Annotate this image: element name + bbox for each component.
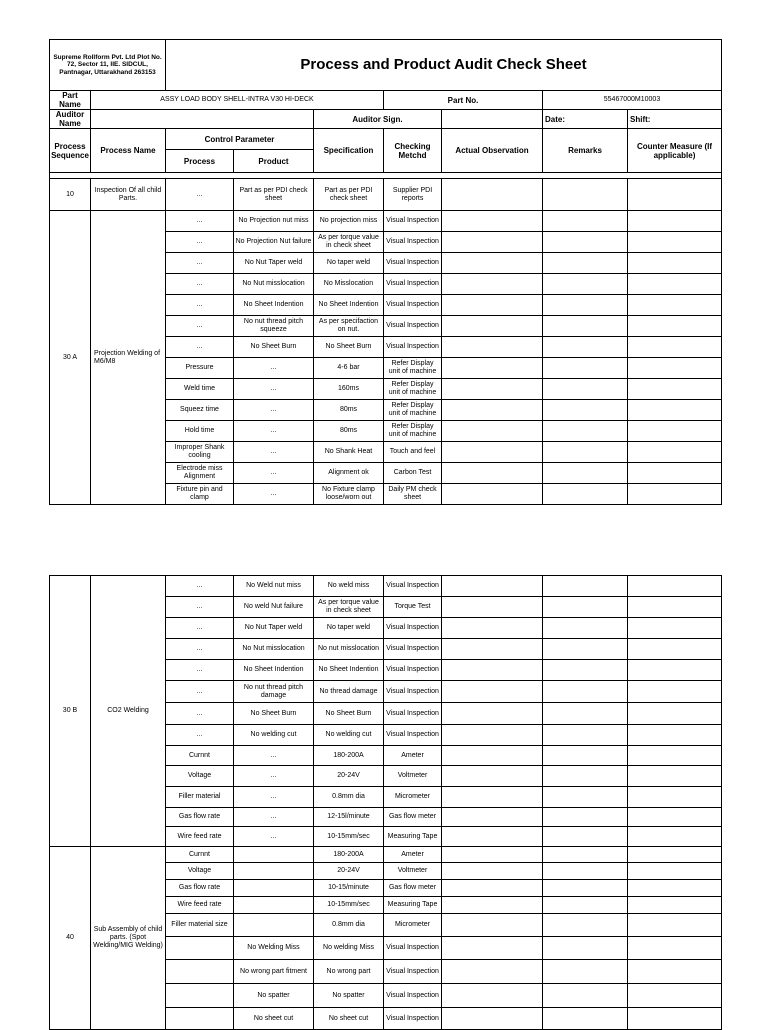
cell-specification: No weld miss [314, 576, 384, 597]
cell-checking-method: Visual Inspection [384, 274, 442, 295]
cell-product: No Nut Taper weld [234, 618, 314, 639]
cell-specification: Alignment ok [314, 463, 384, 484]
cell-process: ... [166, 703, 234, 725]
remarks-field[interactable] [543, 808, 628, 827]
cell-process: Gas flow rate [166, 808, 234, 827]
actual-observation-field[interactable] [442, 787, 543, 808]
cell-checking-method: Visual Inspection [384, 937, 442, 960]
cell-product: ... [234, 787, 314, 808]
cell-checking-method: Measuring Tape [384, 827, 442, 847]
table-row [50, 211, 722, 232]
actual-observation-field[interactable] [442, 766, 543, 787]
counter-measure-field[interactable] [628, 787, 722, 808]
counter-measure-field[interactable] [628, 253, 722, 274]
cell-specification: 10-15mm/sec [314, 897, 384, 914]
cell-checking-method: Visual Inspection [384, 232, 442, 253]
cell-product: ... [234, 400, 314, 421]
counter-measure-field[interactable] [628, 463, 722, 484]
cell-specification: 0.8mm dia [314, 914, 384, 937]
cell-checking-method: Visual Inspection [384, 639, 442, 660]
table-row [50, 576, 722, 597]
remarks-field[interactable] [543, 660, 628, 681]
cell-checking-method: Visual Inspection [384, 984, 442, 1008]
col-process-name: Process Name [91, 129, 166, 173]
cell-specification: No Sheet Burn [314, 703, 384, 725]
process-sequence: 40 [50, 847, 91, 1030]
remarks-field[interactable] [543, 421, 628, 442]
remarks-field[interactable] [543, 766, 628, 787]
remarks-field[interactable] [543, 576, 628, 597]
col-specification: Specification [314, 129, 384, 173]
cell-specification: No welding Miss [314, 937, 384, 960]
process-sequence: 10 [50, 179, 91, 211]
cell-checking-method: Voltmeter [384, 766, 442, 787]
cell-process: ... [166, 232, 234, 253]
actual-observation-field[interactable] [442, 897, 543, 914]
cell-specification: No spatter [314, 984, 384, 1008]
counter-measure-field[interactable] [628, 746, 722, 766]
cell-specification: No wrong part [314, 960, 384, 984]
cell-process: ... [166, 316, 234, 337]
remarks-field[interactable] [543, 274, 628, 295]
cell-checking-method: Visual Inspection [384, 960, 442, 984]
cell-process: ... [166, 618, 234, 639]
remarks-field[interactable] [543, 897, 628, 914]
col-process-sequence: Process Sequence [50, 129, 91, 173]
remarks-field[interactable] [543, 463, 628, 484]
cell-product: ... [234, 484, 314, 505]
cell-product: ... [234, 766, 314, 787]
process-sequence: 30 A [50, 211, 91, 505]
cell-process: Voltage [166, 766, 234, 787]
actual-observation-field[interactable] [442, 703, 543, 725]
cell-specification: 20-24V [314, 766, 384, 787]
cell-process [166, 960, 234, 984]
cell-checking-method: Touch and feel [384, 442, 442, 463]
cell-process: ... [166, 639, 234, 660]
counter-measure-field[interactable] [628, 379, 722, 400]
remarks-field[interactable] [543, 253, 628, 274]
counter-measure-field[interactable] [628, 660, 722, 681]
cell-product: No Sheet Indention [234, 660, 314, 681]
cell-checking-method: Gas flow meter [384, 880, 442, 897]
cell-process: Wire feed rate [166, 897, 234, 914]
counter-measure-field[interactable] [628, 897, 722, 914]
audit-check-sheet-page1 [49, 39, 722, 505]
cell-product: No Welding Miss [234, 937, 314, 960]
cell-product [234, 897, 314, 914]
cell-specification: No projection miss [314, 211, 384, 232]
counter-measure-field[interactable] [628, 295, 722, 316]
cell-checking-method: Visual Inspection [384, 1008, 442, 1030]
cell-checking-method: Visual Inspection [384, 295, 442, 316]
process-name: Inspection Of all child Parts. [91, 179, 166, 211]
actual-observation-field[interactable] [442, 660, 543, 681]
cell-process: Hold time [166, 421, 234, 442]
remarks-field[interactable] [543, 400, 628, 421]
cell-specification: No sheet cut [314, 1008, 384, 1030]
cell-process: ... [166, 576, 234, 597]
cell-process: ... [166, 253, 234, 274]
cell-checking-method: Visual Inspection [384, 725, 442, 746]
cell-checking-method: Voltmeter [384, 863, 442, 880]
remarks-field[interactable] [543, 746, 628, 766]
actual-observation-field[interactable] [442, 725, 543, 746]
cell-process: Improper Shank cooling [166, 442, 234, 463]
actual-observation-field[interactable] [442, 863, 543, 880]
remarks-field[interactable] [543, 827, 628, 847]
cell-product: No sheet cut [234, 1008, 314, 1030]
counter-measure-field[interactable] [628, 358, 722, 379]
cell-checking-method: Visual Inspection [384, 337, 442, 358]
counter-measure-field[interactable] [628, 179, 722, 211]
cell-product: No Sheet Indention [234, 295, 314, 316]
counter-measure-field[interactable] [628, 681, 722, 703]
cell-checking-method: Torque Test [384, 597, 442, 618]
cell-specification: Part as per PDI check sheet [314, 179, 384, 211]
cell-checking-method: Ameter [384, 847, 442, 863]
remarks-field[interactable] [543, 914, 628, 937]
cell-specification: No Sheet Indention [314, 660, 384, 681]
actual-observation-field[interactable] [442, 421, 543, 442]
counter-measure-field[interactable] [628, 576, 722, 597]
col-process: Process [166, 150, 234, 173]
actual-observation-field[interactable] [442, 337, 543, 358]
cell-product: No nut thread pitch damage [234, 681, 314, 703]
remarks-field[interactable] [543, 847, 628, 863]
cell-checking-method: Visual Inspection [384, 660, 442, 681]
cell-process: Weld time [166, 379, 234, 400]
part-no-value: 55467000M10003 [543, 91, 722, 110]
counter-measure-field[interactable] [628, 442, 722, 463]
cell-checking-method: Visual Inspection [384, 703, 442, 725]
cell-process: Fixture pin and clamp [166, 484, 234, 505]
col-checking-method: Checking Metchd [384, 129, 442, 173]
process-name: Sub Assembly of child parts. (Spot Welding/MIG Welding) [91, 847, 166, 1030]
cell-process [166, 984, 234, 1008]
cell-product: No Nut misslocation [234, 274, 314, 295]
cell-specification: No taper weld [314, 618, 384, 639]
remarks-field[interactable] [543, 295, 628, 316]
part-name-label: Part Name [50, 91, 91, 110]
cell-checking-method: Visual Inspection [384, 316, 442, 337]
actual-observation-field[interactable] [442, 597, 543, 618]
page-title: Process and Product Audit Check Sheet [166, 40, 722, 91]
actual-observation-field[interactable] [442, 984, 543, 1008]
remarks-field[interactable] [543, 379, 628, 400]
cell-process: Filler material size [166, 914, 234, 937]
counter-measure-field[interactable] [628, 639, 722, 660]
cell-product: No Sheet Burn [234, 703, 314, 725]
actual-observation-field[interactable] [442, 639, 543, 660]
cell-specification: 20-24V [314, 863, 384, 880]
col-product: Product [234, 150, 314, 173]
remarks-field[interactable] [543, 725, 628, 746]
cell-checking-method: Refer Display unit of machine [384, 358, 442, 379]
counter-measure-field[interactable] [628, 725, 722, 746]
col-counter-measure: Counter Measure (If applicable) [628, 129, 722, 173]
actual-observation-field[interactable] [442, 379, 543, 400]
cell-checking-method: Daily PM check sheet [384, 484, 442, 505]
remarks-field[interactable] [543, 787, 628, 808]
counter-measure-field[interactable] [628, 597, 722, 618]
actual-observation-field[interactable] [442, 914, 543, 937]
remarks-field[interactable] [543, 880, 628, 897]
cell-specification: 180-200A [314, 746, 384, 766]
counter-measure-field[interactable] [628, 337, 722, 358]
cell-process: Wire feed rate [166, 827, 234, 847]
counter-measure-field[interactable] [628, 316, 722, 337]
cell-product: ... [234, 746, 314, 766]
remarks-field[interactable] [543, 984, 628, 1008]
counter-measure-field[interactable] [628, 863, 722, 880]
counter-measure-field[interactable] [628, 421, 722, 442]
cell-product: No nut thread pitch squeeze [234, 316, 314, 337]
cell-product: No spatter [234, 984, 314, 1008]
cell-product: ... [234, 421, 314, 442]
col-actual-observation: Actual Observation [442, 129, 543, 173]
auditor-sign-label: Auditor Sign. [314, 110, 442, 129]
actual-observation-field[interactable] [442, 746, 543, 766]
cell-product: ... [234, 442, 314, 463]
actual-observation-field[interactable] [442, 295, 543, 316]
remarks-field[interactable] [543, 618, 628, 639]
remarks-field[interactable] [543, 211, 628, 232]
cell-checking-method: Visual Inspection [384, 253, 442, 274]
remarks-field[interactable] [543, 863, 628, 880]
cell-process: ... [166, 179, 234, 211]
cell-specification: As per torque value in check sheet [314, 597, 384, 618]
cell-specification: As per torque value in check sheet [314, 232, 384, 253]
counter-measure-field[interactable] [628, 232, 722, 253]
cell-specification: No Sheet Indention [314, 295, 384, 316]
remarks-field[interactable] [543, 597, 628, 618]
cell-product: ... [234, 463, 314, 484]
cell-checking-method: Refer Display unit of machine [384, 400, 442, 421]
date-label: Date: [543, 110, 628, 129]
cell-specification: 80ms [314, 421, 384, 442]
counter-measure-field[interactable] [628, 766, 722, 787]
cell-process: ... [166, 337, 234, 358]
actual-observation-field[interactable] [442, 179, 543, 211]
cell-process: Electrode miss Alignment [166, 463, 234, 484]
cell-checking-method: Refer Display unit of machine [384, 421, 442, 442]
remarks-field[interactable] [543, 179, 628, 211]
cell-process: ... [166, 295, 234, 316]
counter-measure-field[interactable] [628, 937, 722, 960]
cell-checking-method: Visual Inspection [384, 576, 442, 597]
remarks-field[interactable] [543, 232, 628, 253]
table-row [50, 179, 722, 211]
cell-process: ... [166, 274, 234, 295]
company-info: Supreme Rollform Pvt. Ltd Plot No. 72, Sector 11, IIE. SIDCUL, Pantnagar, Uttarakhand 263153 [50, 40, 166, 91]
remarks-field[interactable] [543, 484, 628, 505]
cell-specification: No nut misslocation [314, 639, 384, 660]
actual-observation-field[interactable] [442, 618, 543, 639]
cell-product: No welding cut [234, 725, 314, 746]
cell-specification: No Sheet Burn [314, 337, 384, 358]
cell-process: Curnnt [166, 746, 234, 766]
cell-process: ... [166, 597, 234, 618]
counter-measure-field[interactable] [628, 703, 722, 725]
actual-observation-field[interactable] [442, 211, 543, 232]
actual-observation-field[interactable] [442, 681, 543, 703]
cell-checking-method: Visual Inspection [384, 681, 442, 703]
cell-specification: 4-6 bar [314, 358, 384, 379]
process-name: Projection Welding of M6/M8 [91, 211, 166, 505]
actual-observation-field[interactable] [442, 576, 543, 597]
remarks-field[interactable] [543, 681, 628, 703]
cell-product: ... [234, 379, 314, 400]
table-row [50, 847, 722, 863]
counter-measure-field[interactable] [628, 984, 722, 1008]
cell-process: ... [166, 725, 234, 746]
audit-check-sheet-page2 [49, 575, 722, 1030]
remarks-field[interactable] [543, 337, 628, 358]
cell-process: Curnnt [166, 847, 234, 863]
cell-process: ... [166, 681, 234, 703]
cell-specification: 12-15l/minute [314, 808, 384, 827]
cell-process: Voltage [166, 863, 234, 880]
cell-checking-method: Carbon Test [384, 463, 442, 484]
part-name-value: ASSY LOAD BODY SHELL-INTRA V30 HI-DECK [91, 91, 384, 110]
cell-product: ... [234, 808, 314, 827]
auditor-name-field[interactable] [91, 110, 314, 129]
cell-process [166, 937, 234, 960]
cell-checking-method: Visual Inspection [384, 211, 442, 232]
cell-specification: No thread damage [314, 681, 384, 703]
cell-process: Pressure [166, 358, 234, 379]
cell-specification: 10-15mm/sec [314, 827, 384, 847]
col-remarks: Remarks [543, 129, 628, 173]
shift-label: Shift: [628, 110, 722, 129]
cell-checking-method: Micrometer [384, 914, 442, 937]
cell-process: Filler material [166, 787, 234, 808]
cell-process: ... [166, 211, 234, 232]
cell-specification: No Misslocation [314, 274, 384, 295]
actual-observation-field[interactable] [442, 463, 543, 484]
cell-product: No Sheet Burn [234, 337, 314, 358]
counter-measure-field[interactable] [628, 1008, 722, 1030]
actual-observation-field[interactable] [442, 316, 543, 337]
cell-product: ... [234, 358, 314, 379]
remarks-field[interactable] [543, 639, 628, 660]
counter-measure-field[interactable] [628, 827, 722, 847]
actual-observation-field[interactable] [442, 358, 543, 379]
process-sequence: 30 B [50, 576, 91, 847]
part-no-label: Part No. [384, 91, 543, 110]
cell-specification: No Shank Heat [314, 442, 384, 463]
counter-measure-field[interactable] [628, 960, 722, 984]
cell-specification: 80ms [314, 400, 384, 421]
counter-measure-field[interactable] [628, 847, 722, 863]
counter-measure-field[interactable] [628, 211, 722, 232]
cell-specification: 0.8mm dia [314, 787, 384, 808]
cell-checking-method: Supplier PDI reports [384, 179, 442, 211]
cell-specification: 180-200A [314, 847, 384, 863]
actual-observation-field[interactable] [442, 1008, 543, 1030]
counter-measure-field[interactable] [628, 808, 722, 827]
cell-specification: 10-15/minute [314, 880, 384, 897]
actual-observation-field[interactable] [442, 484, 543, 505]
remarks-field[interactable] [543, 358, 628, 379]
col-control-parameter: Control Parameter [166, 129, 314, 150]
cell-product: No wrong part fitment [234, 960, 314, 984]
actual-observation-field[interactable] [442, 442, 543, 463]
remarks-field[interactable] [543, 316, 628, 337]
remarks-field[interactable] [543, 1008, 628, 1030]
cell-product: No Weld nut miss [234, 576, 314, 597]
remarks-field[interactable] [543, 442, 628, 463]
actual-observation-field[interactable] [442, 232, 543, 253]
cell-process: Gas flow rate [166, 880, 234, 897]
actual-observation-field[interactable] [442, 400, 543, 421]
cell-product [234, 863, 314, 880]
actual-observation-field[interactable] [442, 960, 543, 984]
cell-product: ... [234, 827, 314, 847]
cell-product [234, 914, 314, 937]
cell-specification: No welding cut [314, 725, 384, 746]
counter-measure-field[interactable] [628, 914, 722, 937]
cell-process [166, 1008, 234, 1030]
counter-measure-field[interactable] [628, 484, 722, 505]
cell-checking-method: Visual Inspection [384, 618, 442, 639]
actual-observation-field[interactable] [442, 253, 543, 274]
auditor-name-label: Auditor Name [50, 110, 91, 129]
cell-product: No Projection nut miss [234, 211, 314, 232]
actual-observation-field[interactable] [442, 808, 543, 827]
auditor-sign-field[interactable] [442, 110, 543, 129]
counter-measure-field[interactable] [628, 274, 722, 295]
remarks-field[interactable] [543, 960, 628, 984]
cell-specification: No Fixture clamp loose/worn out [314, 484, 384, 505]
actual-observation-field[interactable] [442, 827, 543, 847]
remarks-field[interactable] [543, 937, 628, 960]
actual-observation-field[interactable] [442, 880, 543, 897]
cell-product: No Projection Nut failure [234, 232, 314, 253]
cell-specification: No taper weld [314, 253, 384, 274]
cell-checking-method: Gas flow meter [384, 808, 442, 827]
cell-product: Part as per PDI check sheet [234, 179, 314, 211]
cell-product [234, 847, 314, 863]
cell-specification: 160ms [314, 379, 384, 400]
cell-product: No weld Nut failure [234, 597, 314, 618]
cell-process: Squeez time [166, 400, 234, 421]
counter-measure-field[interactable] [628, 618, 722, 639]
cell-specification: As per specifaction on nut. [314, 316, 384, 337]
cell-checking-method: Measuring Tape [384, 897, 442, 914]
cell-checking-method: Ameter [384, 746, 442, 766]
cell-process: ... [166, 660, 234, 681]
actual-observation-field[interactable] [442, 847, 543, 863]
cell-checking-method: Micrometer [384, 787, 442, 808]
actual-observation-field[interactable] [442, 937, 543, 960]
cell-checking-method: Refer Display unit of machine [384, 379, 442, 400]
cell-product: No Nut Taper weld [234, 253, 314, 274]
counter-measure-field[interactable] [628, 880, 722, 897]
process-name: CO2 Welding [91, 576, 166, 847]
remarks-field[interactable] [543, 703, 628, 725]
cell-product [234, 880, 314, 897]
counter-measure-field[interactable] [628, 400, 722, 421]
cell-product: No Nut misslocation [234, 639, 314, 660]
actual-observation-field[interactable] [442, 274, 543, 295]
